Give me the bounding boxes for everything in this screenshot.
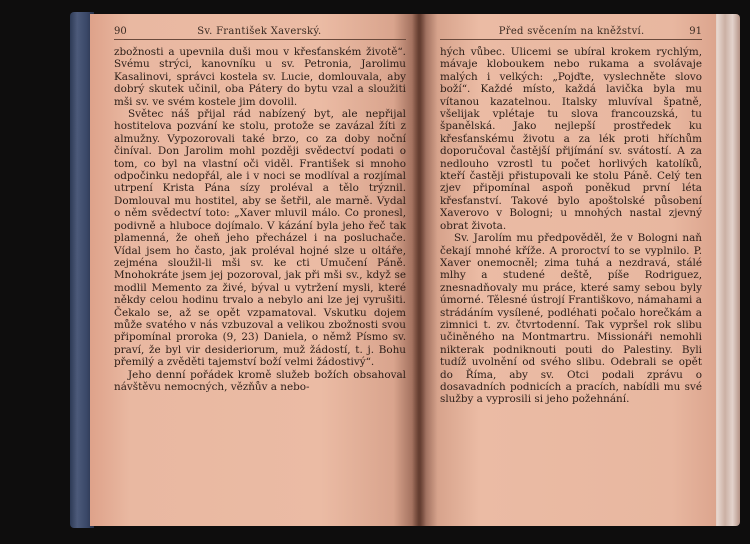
right-running-title: Před svěcením na kněžství. xyxy=(498,26,645,37)
left-running-title: Sv. František Xaverský. xyxy=(197,26,322,37)
right-paragraph: hých vůbec. Ulicemi se ubíral krokem rychlým, mávaje kloboukem nebo rukama a svolávaje malých i velkých: „Pojďte, vyslechněte slovo boží“. Každé místo, každá lavička byla mu vítanou kazatelnou. Italsky mluvíval špatně, všelijak vplétaje tu slova francouzská, tu španělská. Jako nejlepší prostředek ku křesťanskému životu a za lék proti hříchům doporučoval častější přijímání sv. svátostí. A za nedlouho vzrostl tu počet horlivých katolíků, kteří častěji přistupovali ke stolu Páně. Celý ten zjev připomínal aspoň poněkud první léta křesťanství. Takové bylo apoštolské působení Xaverovo v Bologni; u mnohých nastal zjevný obrat života. xyxy=(440,46,702,232)
right-page-text xyxy=(440,46,702,406)
left-paragraph: Světec náš přijal rád nabízený byt, ale nepřijal hostitelova pozvání ke stolu, protože se zavázal žíti z almužny. Vypozorovali také brzo, co za doby noční činíval. Don Jarolim mohl později svědectví podati o tom, co byl na vlastní oči viděl. František si mnoho odpočinku nedopřál, ale i v noci se modlíval a rozjímal utrpení Krista Pána sízy proléval a tělo trýznil. Domlouval mu hostitel, aby se šetřil, ale marně. Vydal o něm svědectví toto: „Xaver mluvil málo. Co pronesl, podivně a hluboce dojímalo. V kázání byla jeho řeč tak plamenná, že oheň jeho přecházel i na posluchače. Vídal jsem ho často, jak proléval hojné slze u oltáře, zejména sloužil-li mši sv. ke cti Umučení Páně. Mnohokráte jsem jej pozoroval, jak při mši sv., když se modlil Memento za živé, býval u vytržení mysli, které někdy celou hodinu trvalo a nebylo ani lze jej vyrušiti. Čekalo se, až se opět vzpamatoval. Vskutku dojem může svatého v nás vzbuzoval a velikou zbožnosti svou připomínal proroka (9, 23) Daniela, o němž Písmo sv. praví, že byl vir desideriorum, muž žádostí, t. j. Bohu přemilý a zvěděti tajemství boží velmi žádostivý“. xyxy=(114,108,406,369)
right-page-number: 91 xyxy=(689,26,702,37)
open-book xyxy=(70,8,740,536)
left-page-text xyxy=(114,46,406,393)
right-paragraph: Sv. Jarolím mu předpověděl, že v Bologni naň čekají mnohé kříže. A proroctví to se vyplnilo. P. Xaver onemocněl; zima tuhá a nezdravá, stálé mlhy a studené deště, píše Rodriguez, znesnadňovaly mu práce, které samy sebou byly úmorné. Tělesné ústrojí Františkovo, námahami a strádáním vysílené, podléhati počalo horečkám a zimnici t. zv. čtvrtodenní. Tak vypršel rok slibu učiněného na Montmartru. Missionáři nemohli nikterak podniknouti pouti do Palestiny. Byli tudíž uvolnění od svého slibu. Odebrali se opět do Říma, aby sv. Otci podali zprávu o dosavadních podnicích a pracích, nabídli mu své služby a vyprosili si jeho požehnání. xyxy=(440,232,702,406)
left-running-head xyxy=(114,26,406,40)
left-page-number: 90 xyxy=(114,26,127,37)
right-running-head xyxy=(440,26,702,40)
left-paragraph: Jeho denní pořádek kromě služeb božích obsahoval návštěvu nemocných, vězňův a nebo- xyxy=(114,368,406,393)
right-page xyxy=(420,14,716,526)
left-paragraph: zbožnosti a upevnila duši mou v křesťanském životě“. Svému strýci, kanovníku u sv. Petronia, Jarolimu Kasalinovi, správci kostela sv. Lucie, domlouvala, aby dobrý skutek učinil, oba Pátery do bytu vzal a sloužiti mši sv. ve svém kostele jim dovolil. xyxy=(114,46,406,108)
book-gutter xyxy=(412,14,426,526)
left-page xyxy=(90,14,420,526)
